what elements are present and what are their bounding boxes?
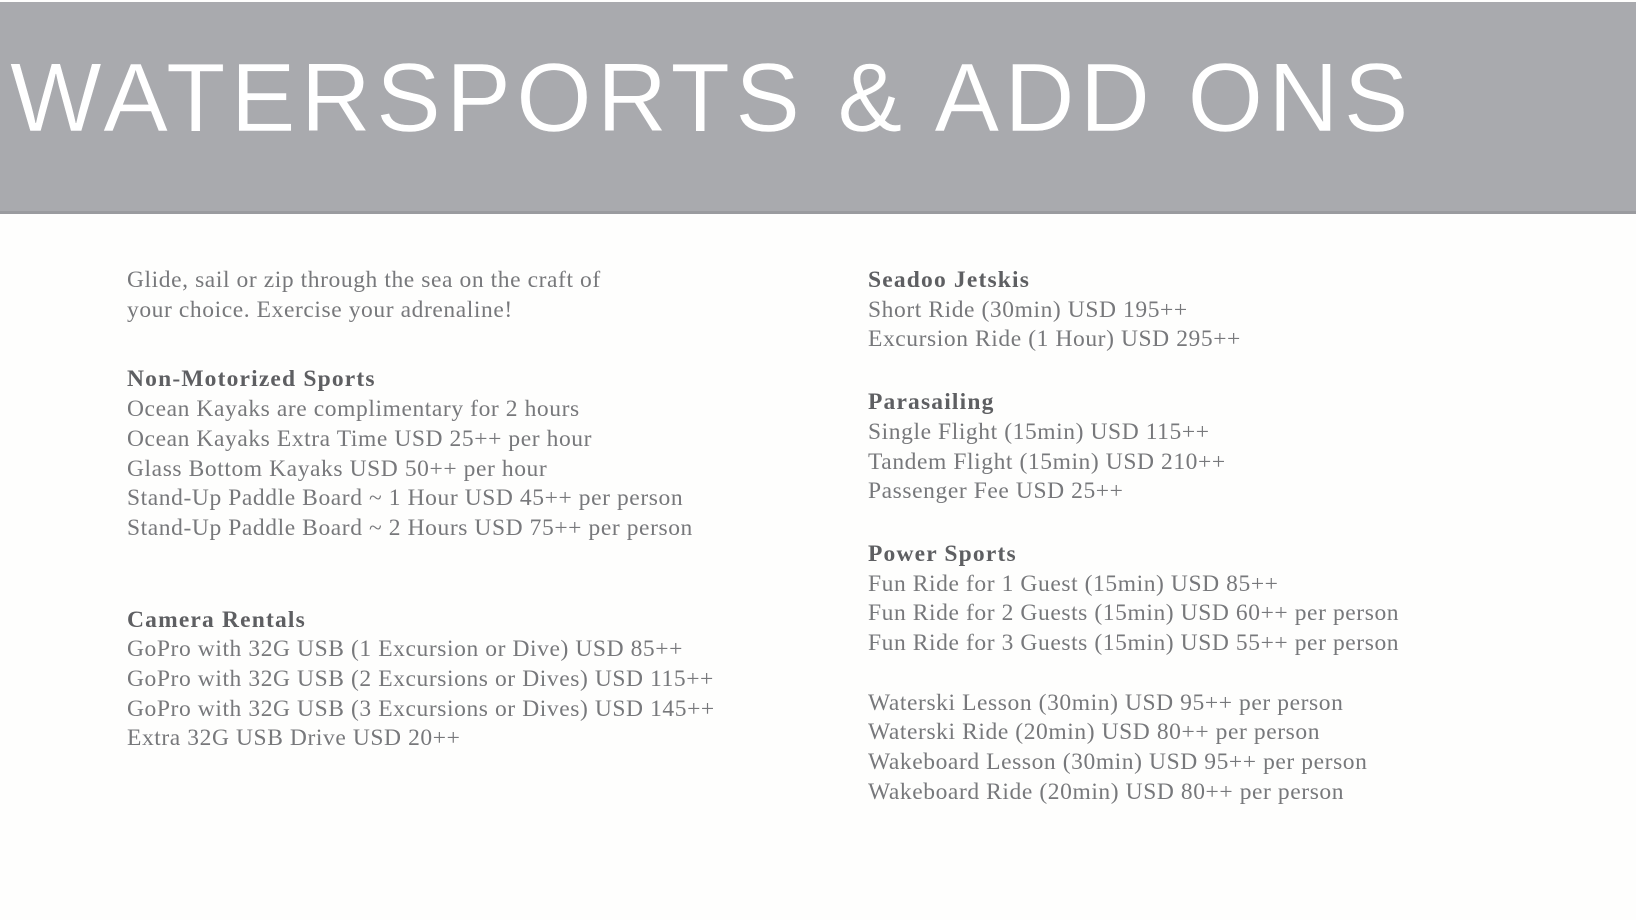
price-list [127,635,715,754]
price-line: Fun Ride for 1 Guest (15min) USD 85++ [868,570,1279,597]
left-column [127,266,715,754]
price-list [868,570,1399,659]
price-line: Wakeboard Lesson (30min) USD 95++ per person [868,749,1368,776]
intro-line: your choice. Exercise your adrenaline! [127,296,513,323]
price-line: GoPro with 32G USB (1 Excursion or Dive) USD 85++ [127,636,683,663]
intro-line: Glide, sail or zip through the sea on the craft of [127,267,601,293]
price-list [868,296,1399,355]
page-title: WATERSPORTS & ADD ONS [10,43,1414,152]
intro-text [127,266,715,325]
price-line: Wakeboard Ride (20min) USD 80++ per person [868,778,1345,805]
section-seadoo-jetskis [868,266,1399,355]
section-ski-wakeboard [868,689,1399,808]
section-heading: Parasailing [868,389,995,416]
price-line: Waterski Ride (20min) USD 80++ per person [868,719,1321,746]
section-heading: Non-Motorized Sports [127,366,376,393]
section-camera-rentals [127,606,715,755]
section-power-sports [868,540,1399,659]
section-parasailing [868,388,1399,507]
price-line: Extra 32G USB Drive USD 20++ [127,725,461,752]
right-column [868,266,1399,808]
price-line: Stand-Up Paddle Board ~ 1 Hour USD 45++ per person [127,485,684,512]
price-line: Fun Ride for 3 Guests (15min) USD 55++ per person [868,630,1400,657]
title-banner [0,2,1636,214]
price-line: Glass Bottom Kayaks USD 50++ per hour [127,455,548,482]
price-line: Excursion Ride (1 Hour) USD 295++ [868,326,1241,353]
price-line: Ocean Kayaks Extra Time USD 25++ per hour [127,425,593,452]
section-heading: Camera Rentals [127,606,306,633]
section-heading: Power Sports [868,540,1017,567]
price-list [868,418,1399,507]
price-line: Waterski Lesson (30min) USD 95++ per person [868,689,1344,716]
section-non-motorized-sports [127,365,715,543]
price-line: Fun Ride for 2 Guests (15min) USD 60++ per person [868,600,1400,627]
price-line: Stand-Up Paddle Board ~ 2 Hours USD 75++ per person [127,514,693,541]
price-line: Short Ride (30min) USD 195++ [868,296,1188,323]
price-list [868,689,1399,808]
price-line: GoPro with 32G USB (3 Excursions or Dives) USD 145++ [127,695,715,722]
price-line: Single Flight (15min) USD 115++ [868,418,1210,445]
price-list [127,395,715,544]
section-heading: Seadoo Jetskis [868,267,1031,293]
price-line: GoPro with 32G USB (2 Excursions or Dives) USD 115++ [127,666,714,693]
price-line: Passenger Fee USD 25++ [868,478,1124,505]
price-line: Ocean Kayaks are complimentary for 2 hours [127,396,580,423]
price-line: Tandem Flight (15min) USD 210++ [868,448,1226,475]
